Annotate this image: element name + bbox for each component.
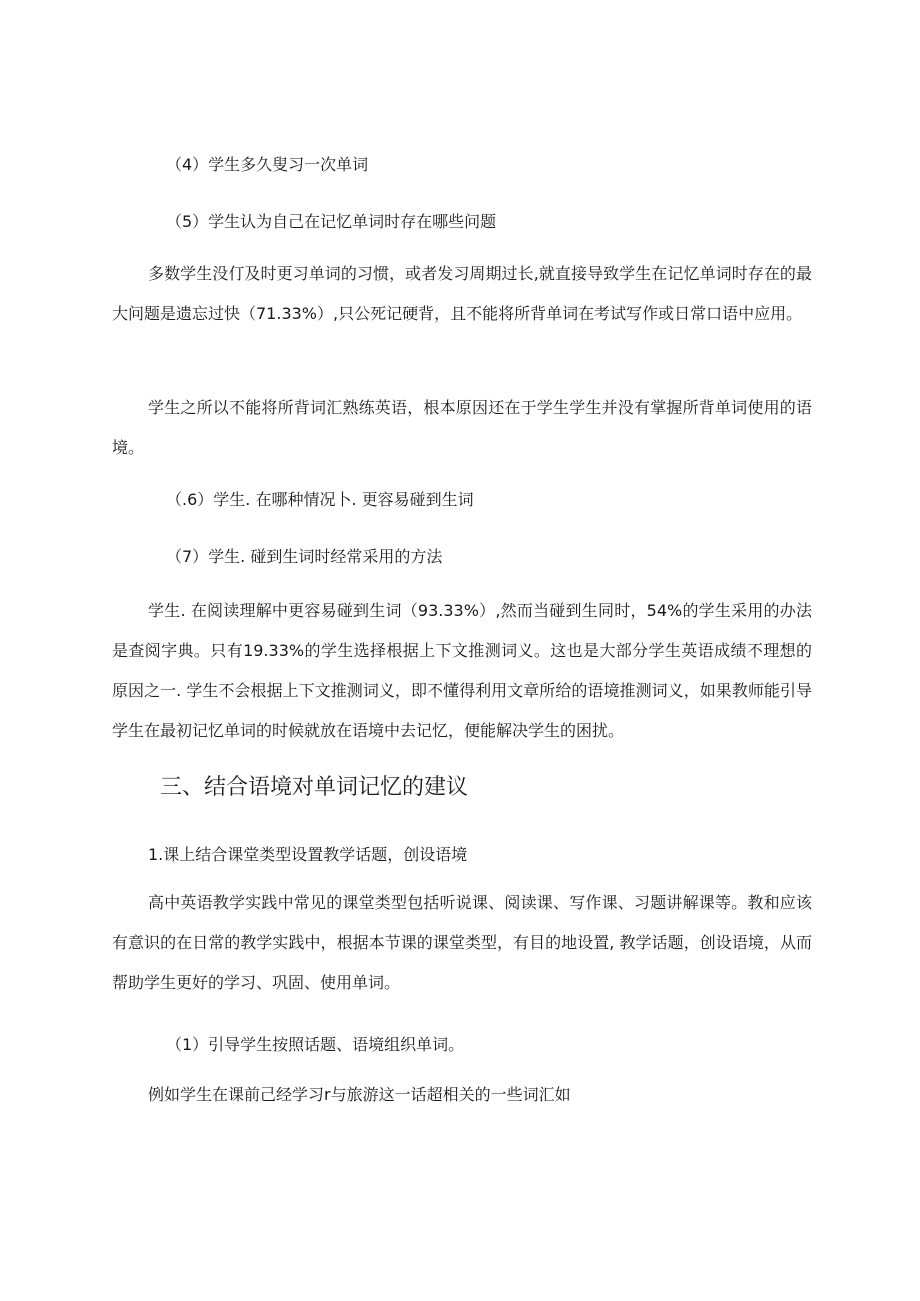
paragraph-forgetting: 多数学生没仃及时更习单词的习惯，或者发习周期过长,就直接导致学生在记忆单词时存在的最大问题是遗忘过快（71.33%）,只公死记硬背，且不能将所背单词在考试写作或日常口语中应用。 [112,264,812,323]
paragraph-reading-statistics: 学生. 在阅读理解中更容易碰到生词（93.33%）,然而当碰到生同时，54%的学生采用的办法是查阅字典。只有19.33%的学生选择根据上下文推测词义。这也是大部分学生英语成绩不理想的原因之一. 学生不会根据上下文推测词义，即不懂得利用文章所给的语境推测词义，如果教师能引导学生在最初记忆单词的时候就放在语境中去记忆，便能解决学生的困扰。 [112,601,812,740]
question-6: （.6）学生. 在哪种情况卜. 更容易碰到生词 [166,490,474,509]
question-4: （4）学生多久叟习一次单词 [166,155,369,174]
subsection-title: 1.课上结合课堂类型设置教学话题，创设语境 [148,845,468,864]
list-item-1: （1）引导学生按照话题、语境组织单词。 [166,1035,465,1054]
paragraph-context-cause: 学生之所以不能将所背词汇熟练英语，根本原因还在于学生学生并没有掌握所背单词使用的语境。 [112,398,812,457]
question-7: （7）学生. 碰到生词时经常采用的方法 [166,547,443,566]
paragraph-example: 例如学生在课前己经学习r与旅游这一话超相关的一些词汇如 [148,1085,571,1104]
section-heading: 三、结合语境对单词记忆的建议 [160,775,469,800]
paragraph-lesson-types: 高中英语教学实践中常见的课堂类型包括听说课、阅读课、写作课、习题讲解课等。教和应该有意识的在日常的教学实践中，根据本节课的课堂类型，有目的地设置, 教学话题，创设语境，从而帮助学生更好的学习、巩固、使用单词。 [112,893,812,992]
question-5: （5）学生认为自己在记忆单词时存在哪些问题 [166,212,497,231]
